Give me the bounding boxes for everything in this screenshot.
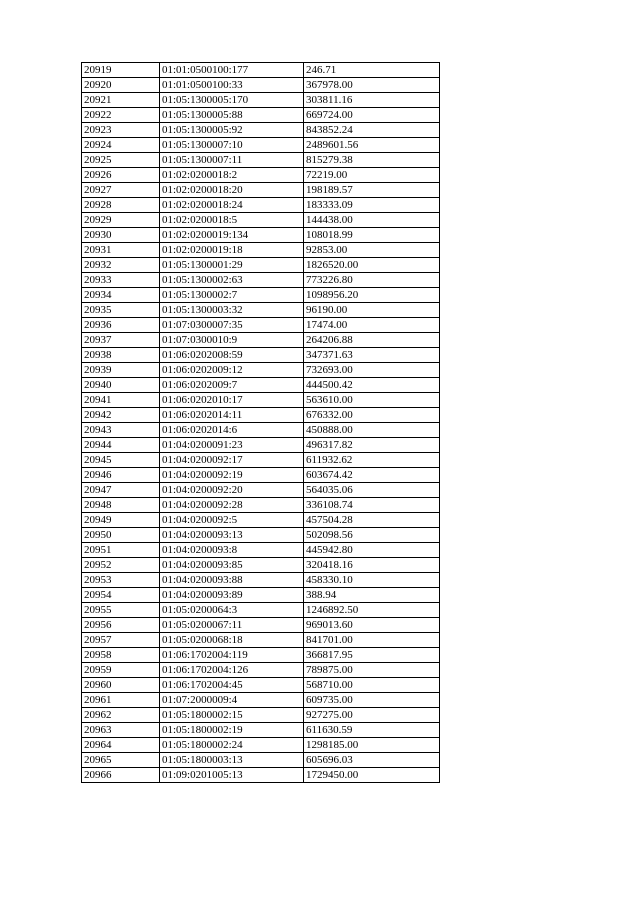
- row-number-cell: 20929: [82, 213, 160, 228]
- cadastral-code-cell: 01:06:0202009:12: [160, 363, 304, 378]
- cadastral-code-cell: 01:06:0202014:6: [160, 423, 304, 438]
- table-row: [82, 573, 440, 588]
- table-row: [82, 423, 440, 438]
- table-row: [82, 273, 440, 288]
- cadastral-code-cell: 01:02:0200019:134: [160, 228, 304, 243]
- row-number-cell: 20955: [82, 603, 160, 618]
- cadastral-code-cell: 01:06:1702004:126: [160, 663, 304, 678]
- amount-cell: 96190.00: [304, 303, 440, 318]
- amount-cell: 367978.00: [304, 78, 440, 93]
- amount-cell: 564035.06: [304, 483, 440, 498]
- cadastral-code-cell: 01:05:1300007:10: [160, 138, 304, 153]
- amount-cell: 927275.00: [304, 708, 440, 723]
- row-number-cell: 20965: [82, 753, 160, 768]
- table-row: [82, 228, 440, 243]
- amount-cell: 1298185.00: [304, 738, 440, 753]
- amount-cell: 388.94: [304, 588, 440, 603]
- amount-cell: 1098956.20: [304, 288, 440, 303]
- row-number-cell: 20928: [82, 198, 160, 213]
- row-number-cell: 20926: [82, 168, 160, 183]
- amount-cell: 92853.00: [304, 243, 440, 258]
- amount-cell: 603674.42: [304, 468, 440, 483]
- amount-cell: 773226.80: [304, 273, 440, 288]
- cadastral-code-cell: 01:06:1702004:119: [160, 648, 304, 663]
- amount-cell: 303811.16: [304, 93, 440, 108]
- amount-cell: 669724.00: [304, 108, 440, 123]
- amount-cell: 789875.00: [304, 663, 440, 678]
- table-row: [82, 768, 440, 783]
- amount-cell: 609735.00: [304, 693, 440, 708]
- cadastral-code-cell: 01:04:0200093:88: [160, 573, 304, 588]
- row-number-cell: 20919: [82, 63, 160, 78]
- table-row: [82, 588, 440, 603]
- table-row: [82, 618, 440, 633]
- amount-cell: 676332.00: [304, 408, 440, 423]
- row-number-cell: 20922: [82, 108, 160, 123]
- cadastral-code-cell: 01:05:1300002:63: [160, 273, 304, 288]
- amount-cell: 320418.16: [304, 558, 440, 573]
- table-row: [82, 303, 440, 318]
- table-row: [82, 63, 440, 78]
- amount-cell: 502098.56: [304, 528, 440, 543]
- row-number-cell: 20939: [82, 363, 160, 378]
- row-number-cell: 20952: [82, 558, 160, 573]
- amount-cell: 444500.42: [304, 378, 440, 393]
- table-row: [82, 648, 440, 663]
- table-row: [82, 378, 440, 393]
- row-number-cell: 20962: [82, 708, 160, 723]
- amount-cell: 108018.99: [304, 228, 440, 243]
- cadastral-code-cell: 01:05:0200067:11: [160, 618, 304, 633]
- amount-cell: 336108.74: [304, 498, 440, 513]
- row-number-cell: 20960: [82, 678, 160, 693]
- cadastral-code-cell: 01:05:1300005:170: [160, 93, 304, 108]
- cadastral-code-cell: 01:05:1300002:7: [160, 288, 304, 303]
- table-row: [82, 513, 440, 528]
- amount-cell: 605696.03: [304, 753, 440, 768]
- table-row: [82, 678, 440, 693]
- row-number-cell: 20963: [82, 723, 160, 738]
- amount-cell: 1246892.50: [304, 603, 440, 618]
- row-number-cell: 20935: [82, 303, 160, 318]
- row-number-cell: 20961: [82, 693, 160, 708]
- data-table: [81, 62, 440, 783]
- cadastral-code-cell: 01:05:1800003:13: [160, 753, 304, 768]
- row-number-cell: 20941: [82, 393, 160, 408]
- cadastral-code-cell: 01:07:0300007:35: [160, 318, 304, 333]
- amount-cell: 969013.60: [304, 618, 440, 633]
- table-row: [82, 153, 440, 168]
- cadastral-code-cell: 01:02:0200019:18: [160, 243, 304, 258]
- table-row: [82, 693, 440, 708]
- cadastral-code-cell: 01:02:0200018:24: [160, 198, 304, 213]
- cadastral-code-cell: 01:04:0200092:19: [160, 468, 304, 483]
- amount-cell: 17474.00: [304, 318, 440, 333]
- row-number-cell: 20930: [82, 228, 160, 243]
- cadastral-code-cell: 01:06:0202010:17: [160, 393, 304, 408]
- amount-cell: 611932.62: [304, 453, 440, 468]
- table-row: [82, 408, 440, 423]
- row-number-cell: 20938: [82, 348, 160, 363]
- row-number-cell: 20950: [82, 528, 160, 543]
- row-number-cell: 20933: [82, 273, 160, 288]
- cadastral-code-cell: 01:05:1300005:92: [160, 123, 304, 138]
- table-row: [82, 723, 440, 738]
- cadastral-code-cell: 01:07:0300010:9: [160, 333, 304, 348]
- amount-cell: 496317.82: [304, 438, 440, 453]
- table-row: [82, 333, 440, 348]
- table-row: [82, 543, 440, 558]
- table-row: [82, 318, 440, 333]
- amount-cell: 843852.24: [304, 123, 440, 138]
- amount-cell: 457504.28: [304, 513, 440, 528]
- row-number-cell: 20957: [82, 633, 160, 648]
- amount-cell: 841701.00: [304, 633, 440, 648]
- cadastral-code-cell: 01:05:1800002:24: [160, 738, 304, 753]
- cadastral-code-cell: 01:04:0200091:23: [160, 438, 304, 453]
- amount-cell: 611630.59: [304, 723, 440, 738]
- row-number-cell: 20931: [82, 243, 160, 258]
- table-row: [82, 753, 440, 768]
- table-row: [82, 558, 440, 573]
- cadastral-code-cell: 01:04:0200092:17: [160, 453, 304, 468]
- cadastral-code-cell: 01:04:0200092:28: [160, 498, 304, 513]
- table-row: [82, 453, 440, 468]
- row-number-cell: 20940: [82, 378, 160, 393]
- amount-cell: 2489601.56: [304, 138, 440, 153]
- cadastral-code-cell: 01:06:1702004:45: [160, 678, 304, 693]
- row-number-cell: 20947: [82, 483, 160, 498]
- table-body: [82, 63, 440, 783]
- amount-cell: 568710.00: [304, 678, 440, 693]
- amount-cell: 563610.00: [304, 393, 440, 408]
- table-row: [82, 78, 440, 93]
- row-number-cell: 20954: [82, 588, 160, 603]
- row-number-cell: 20932: [82, 258, 160, 273]
- table-row: [82, 633, 440, 648]
- table-row: [82, 348, 440, 363]
- cadastral-code-cell: 01:04:0200093:13: [160, 528, 304, 543]
- table-row: [82, 108, 440, 123]
- cadastral-code-cell: 01:05:0200064:3: [160, 603, 304, 618]
- table-row: [82, 93, 440, 108]
- cadastral-code-cell: 01:05:1800002:19: [160, 723, 304, 738]
- table-row: [82, 708, 440, 723]
- cadastral-code-cell: 01:02:0200018:2: [160, 168, 304, 183]
- row-number-cell: 20948: [82, 498, 160, 513]
- cadastral-code-cell: 01:04:0200092:5: [160, 513, 304, 528]
- table-row: [82, 393, 440, 408]
- cadastral-code-cell: 01:05:1300005:88: [160, 108, 304, 123]
- amount-cell: 198189.57: [304, 183, 440, 198]
- table-row: [82, 198, 440, 213]
- table-row: [82, 258, 440, 273]
- table-row: [82, 738, 440, 753]
- cadastral-code-cell: 01:09:0201005:13: [160, 768, 304, 783]
- amount-cell: 732693.00: [304, 363, 440, 378]
- cadastral-code-cell: 01:05:1300007:11: [160, 153, 304, 168]
- amount-cell: 366817.95: [304, 648, 440, 663]
- amount-cell: 246.71: [304, 63, 440, 78]
- cadastral-code-cell: 01:06:0202009:7: [160, 378, 304, 393]
- cadastral-code-cell: 01:06:0202014:11: [160, 408, 304, 423]
- row-number-cell: 20921: [82, 93, 160, 108]
- table-row: [82, 243, 440, 258]
- row-number-cell: 20934: [82, 288, 160, 303]
- table-row: [82, 438, 440, 453]
- cadastral-code-cell: 01:05:1300001:29: [160, 258, 304, 273]
- row-number-cell: 20923: [82, 123, 160, 138]
- amount-cell: 815279.38: [304, 153, 440, 168]
- row-number-cell: 20925: [82, 153, 160, 168]
- row-number-cell: 20959: [82, 663, 160, 678]
- table-row: [82, 168, 440, 183]
- cadastral-code-cell: 01:07:2000009:4: [160, 693, 304, 708]
- row-number-cell: 20964: [82, 738, 160, 753]
- row-number-cell: 20937: [82, 333, 160, 348]
- row-number-cell: 20942: [82, 408, 160, 423]
- row-number-cell: 20945: [82, 453, 160, 468]
- row-number-cell: 20944: [82, 438, 160, 453]
- cadastral-code-cell: 01:06:0202008:59: [160, 348, 304, 363]
- table-row: [82, 363, 440, 378]
- row-number-cell: 20956: [82, 618, 160, 633]
- cadastral-code-cell: 01:05:1800002:15: [160, 708, 304, 723]
- table-row: [82, 663, 440, 678]
- table-row: [82, 138, 440, 153]
- cadastral-code-cell: 01:02:0200018:5: [160, 213, 304, 228]
- cadastral-code-cell: 01:01:0500100:33: [160, 78, 304, 93]
- cadastral-code-cell: 01:05:0200068:18: [160, 633, 304, 648]
- table-row: [82, 528, 440, 543]
- amount-cell: 183333.09: [304, 198, 440, 213]
- amount-cell: 264206.88: [304, 333, 440, 348]
- amount-cell: 1729450.00: [304, 768, 440, 783]
- amount-cell: 72219.00: [304, 168, 440, 183]
- cadastral-code-cell: 01:04:0200093:8: [160, 543, 304, 558]
- cadastral-code-cell: 01:02:0200018:20: [160, 183, 304, 198]
- amount-cell: 144438.00: [304, 213, 440, 228]
- table-row: [82, 603, 440, 618]
- cadastral-code-cell: 01:04:0200093:85: [160, 558, 304, 573]
- row-number-cell: 20927: [82, 183, 160, 198]
- table-row: [82, 288, 440, 303]
- table-row: [82, 468, 440, 483]
- row-number-cell: 20951: [82, 543, 160, 558]
- table-row: [82, 123, 440, 138]
- table-row: [82, 483, 440, 498]
- cadastral-code-cell: 01:01:0500100:177: [160, 63, 304, 78]
- row-number-cell: 20949: [82, 513, 160, 528]
- row-number-cell: 20953: [82, 573, 160, 588]
- row-number-cell: 20946: [82, 468, 160, 483]
- amount-cell: 450888.00: [304, 423, 440, 438]
- amount-cell: 1826520.00: [304, 258, 440, 273]
- row-number-cell: 20920: [82, 78, 160, 93]
- row-number-cell: 20966: [82, 768, 160, 783]
- row-number-cell: 20958: [82, 648, 160, 663]
- row-number-cell: 20936: [82, 318, 160, 333]
- table-row: [82, 213, 440, 228]
- table-row: [82, 498, 440, 513]
- cadastral-code-cell: 01:04:0200093:89: [160, 588, 304, 603]
- row-number-cell: 20943: [82, 423, 160, 438]
- table-row: [82, 183, 440, 198]
- amount-cell: 445942.80: [304, 543, 440, 558]
- amount-cell: 347371.63: [304, 348, 440, 363]
- cadastral-code-cell: 01:05:1300003:32: [160, 303, 304, 318]
- row-number-cell: 20924: [82, 138, 160, 153]
- amount-cell: 458330.10: [304, 573, 440, 588]
- cadastral-code-cell: 01:04:0200092:20: [160, 483, 304, 498]
